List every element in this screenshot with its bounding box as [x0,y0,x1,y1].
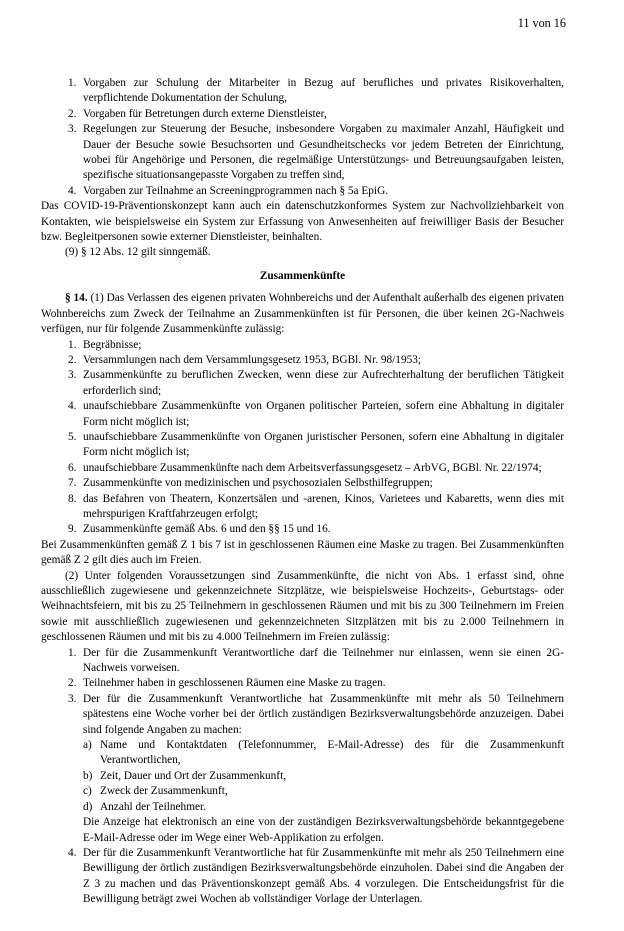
sub-list-item-text: Zweck der Zusammenkunft, [100,785,228,798]
list-item-text: Regelungen zur Steuerung der Besuche, insbesondere Vorgaben zu maximaler Anzahl, Häufigkeit und Dauer der Besuche sowie Besuchsorten und Gesundheitschecks vor jedem Betreten der Einrichtung, wobei für Angehörige und Personen, die regelmäßige Unterstützungs- und Betreuungsaufgaben leisten, spezifische situationsangepasste Vorgaben zu treffen sind, [83,123,564,182]
list-item [41,692,564,846]
list-item [41,338,564,353]
list-item [41,353,564,368]
list-number: 4. [68,184,77,197]
list-item [41,522,564,537]
list-number: 7. [68,477,77,490]
list-number: 2. [68,677,77,690]
list-number: 8. [68,492,77,505]
list-number: 1. [68,77,77,89]
list-item [41,430,564,461]
list-item-text: Vorgaben zur Teilnahme an Screeningprogrammen nach § 5a EpiG. [83,184,389,197]
sub-list-item-text: Anzahl der Teilnehmer. [100,800,206,813]
list-item [41,492,564,523]
list-number: 3. [68,692,77,705]
list-item [41,846,564,908]
notification-details-list [83,738,564,815]
paragraph-covid-concept: Das COVID-19-Präventionskonzept kann auch ein datenschutzkonformes System zur Nachvollziehbarkeit von Kontakten, wie beispielsweise ein System zur Erfassung von Anwesenheiten auf freiwilliger Basis der Besucher bzw. Begleitpersonen sowie externer Dienstleister, beinhalten. [41,200,564,244]
paragraph-section-14 [41,291,564,337]
section-14-text: (1) Das Verlassen des eigenen privaten Wohnbereichs und der Aufenthalt außerhalb des eigenen privaten Wohnbereichs zum Zweck der Teilnahme an Zusammenkünften ist für Personen, die über keinen 2G-Nachweis verfügen, nur für folgende Zusammenkünfte zulässig: [41,292,564,336]
list-item-text: Der für die Zusammenkunft Verantwortliche darf die Teilnehmer nur einlassen, wenn sie einen 2G-Nachweis vorweisen. [83,646,564,675]
concept-requirements-list [41,76,564,199]
list-number: 6. [68,461,77,474]
list-item-text: unaufschiebbare Zusammenkünfte nach dem Arbeitsverfassungsgesetz – ArbVG, BGBl. Nr. 22/1974; [83,461,542,474]
list-item-text: Teilnehmer haben in geschlossenen Räumen eine Maske zu tragen. [83,677,386,690]
list-number: 4. [68,846,77,859]
sub-list-letter: d) [83,800,93,813]
list-item [41,476,564,491]
list-item-text: das Befahren von Theatern, Konzertsälen und -arenen, Kinos, Varietees und Kabaretts, wenn dies mit mehrspurigen Kraftfahrzeugen erfolgt; [83,492,564,520]
list-number: 9. [68,523,77,536]
list-item-text: Versammlungen nach dem Versammlungsgesetz 1953, BGBl. Nr. 98/1953; [83,353,422,366]
list-item [41,461,564,476]
sub-list-letter: b) [83,769,93,782]
list-number: 5. [68,430,77,443]
list-number: 3. [68,369,77,382]
paragraph-2: (2) Unter folgenden Voraussetzungen sind Zusammenkünfte, die nicht von Abs. 1 erfasst sind, ohne ausschließlich zugewiesene und gekennzeichnete Sitzplätze, wie beispielsweise Hochzeits-, Geburtstags- oder Weihnachtsfeiern, mit bis zu 25 Teilnehmern in geschlossenen Räumen und mit bis zu 300 Teilnehmern im Freien sowie mit ausschließlich zugewiesenen und gekennzeichneten Sitzplätzen mit bis zu 2.000 Teilnehmern in geschlossenen Räumen und mit bis zu 4.000 Teilnehmern im Freien zulässig: [41,569,564,644]
notification-method-text: Die Anzeige hat elektronisch an eine von der zuständigen Bezirksverwaltungsbehörde bekanntgegebene E-Mail-Adresse oder im Wege einer Web-Applikation zu erfolgen. [83,816,564,844]
sub-list-letter: c) [83,785,92,798]
paragraph-9: (9) § 12 Abs. 12 gilt sinngemäß. [65,246,211,259]
page-number: 11 von 16 [517,16,566,30]
list-item-text: unaufschiebbare Zusammenkünfte von Organen juristischer Personen, sofern eine Abhaltung in digitaler Form nicht möglich ist; [83,430,564,459]
list-number: 4. [68,400,77,413]
list-item-text: Begräbnisse; [83,338,142,351]
permitted-gatherings-list [41,338,564,538]
list-item-text: unaufschiebbare Zusammenkünfte von Organen politischer Parteien, sofern eine Abhaltung in digitaler Form nicht möglich ist; [83,400,564,428]
document-body [41,76,564,908]
paragraph-mask: Bei Zusammenkünften gemäß Z 1 bis 7 ist in geschlossenen Räumen eine Maske zu tragen. Bei Zusammenkünften gemäß Z 2 gilt dies auch im Freien. [41,538,564,567]
list-item [41,676,564,691]
list-item-text: Der für die Zusammenkunft Verantwortliche hat Zusammenkünfte mit mehr als 50 Teilnehmern spätestens eine Woche vorher bei der örtlich zuständigen Bezirksverwaltungsbehörde anzuzeigen. Dabei sind folgende Angaben zu machen: [83,692,564,736]
list-item [41,368,564,399]
list-item [41,184,564,199]
sub-list-item [83,784,564,799]
list-item-text: Der für die Zusammenkunft Verantwortliche hat für Zusammenkünfte mit mehr als 250 Teilnehmern eine Bewilligung der örtlich zuständigen Bezirksverwaltungsbehörde einzuholen. Dabei sind die Angaben der Z 3 zu machen und das Präventionskonzept gemäß Abs. 4 vorzulegen. Die Entscheidungsfrist für die Bewilligung beträgt zwei Wochen ab vollständiger Vorlage der Unterlagen. [83,846,564,906]
list-number: 1. [68,338,77,351]
list-item [41,646,564,677]
list-number: 3. [68,123,77,136]
list-number: 2. [68,353,77,366]
list-item [41,399,564,430]
list-item-text: Zusammenkünfte gemäß Abs. 6 und den §§ 15 und 16. [83,523,331,536]
list-item-text: Vorgaben zur Schulung der Mitarbeiter in Bezug auf berufliches und privates Risikoverhalten, verpflichtende Dokumentation der Schulung, [83,77,564,105]
list-item-text: Zusammenkünfte von medizinischen und psychosozialen Selbsthilfegruppen; [83,477,433,490]
sub-list-item [83,769,564,784]
list-item [41,122,564,184]
list-number: 2. [68,107,77,120]
list-item-text: Zusammenkünfte zu beruflichen Zwecken, wenn diese zur Aufrechterhaltung der beruflichen Tätigkeit erforderlich sind; [83,369,564,397]
sub-list-item [83,800,564,815]
section-label: § 14. [65,292,88,305]
sub-list-letter: a) [83,739,92,752]
sub-list-item-text: Zeit, Dauer und Ort der Zusammenkunft, [100,769,287,782]
section-heading: Zusammenkünfte [259,269,346,282]
list-item-text: Vorgaben für Betretungen durch externe Dienstleister, [83,107,327,120]
conditions-list [41,646,564,908]
list-item [41,107,564,122]
list-item [41,76,564,107]
sub-list-item-text: Name und Kontaktdaten (Telefonnummer, E-Mail-Adresse) des für die Zusammenkunft Verantwortlichen, [100,739,564,767]
list-number: 1. [68,646,77,659]
sub-list-item [83,738,564,769]
